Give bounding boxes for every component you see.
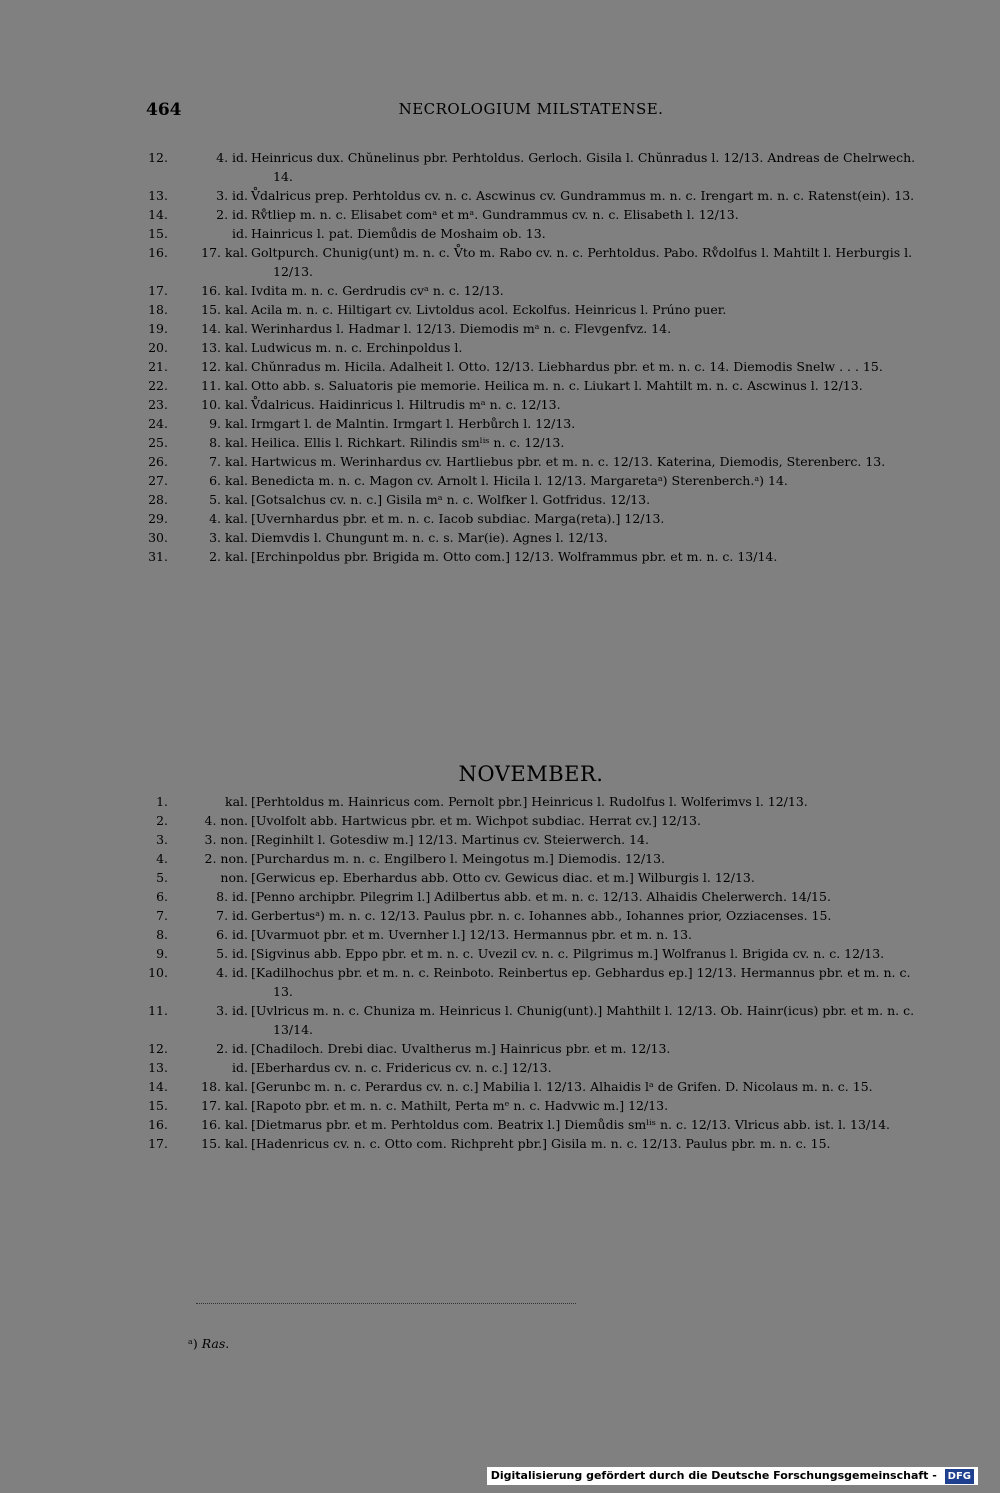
entry-text: V̊dalricus. Haidinricus l. Hiltrudis mᵃ n. c. 12/13.: [251, 397, 561, 412]
entry-day-number: 13.: [148, 1060, 168, 1075]
entry-text: Ludwicus m. n. c. Erchinpoldus l.: [251, 340, 463, 355]
footnote: [188, 1336, 229, 1351]
entry-text: [Rapoto pbr. et m. n. c. Mathilt, Perta mᵉ n. c. Hadvwic m.] 12/13.: [251, 1098, 669, 1113]
entry-row: [146, 319, 916, 338]
entry-roman-date: id.: [232, 226, 248, 241]
entry-text: Otto abb. s. Saluatoris pie memorie. Heilica m. n. c. Liukart l. Mahtilt m. n. c. Ascwinus l. 12/13.: [251, 378, 863, 393]
entry-row: [146, 1134, 916, 1153]
entry-day-number: 27.: [148, 473, 168, 488]
entry-row: [146, 338, 916, 357]
entry-day-number: 4.: [156, 851, 168, 866]
entry-row: [146, 944, 916, 963]
entry-roman-date: 12. kal.: [201, 359, 248, 374]
entry-roman-date: kal.: [225, 794, 248, 809]
entry-day-number: 16.: [148, 1117, 168, 1132]
entry-roman-date: 17. kal.: [201, 245, 248, 260]
entry-row: [146, 395, 916, 414]
footnote-separator: [196, 1303, 576, 1305]
entry-roman-date: 5. id.: [216, 946, 248, 961]
entry-day-number: 29.: [148, 511, 168, 526]
entry-day-number: 25.: [148, 435, 168, 450]
entry-row: [146, 243, 916, 281]
entry-text: Acila m. n. c. Hiltigart cv. Livtoldus acol. Eckolfus. Heinricus l. Prúno puer.: [251, 302, 727, 317]
entry-roman-date: 15. kal.: [201, 1136, 248, 1151]
entry-roman-date: 4. id.: [216, 965, 248, 980]
entry-text: [Purchardus m. n. c. Engilbero l. Meingotus m.] Diemodis. 12/13.: [251, 851, 666, 866]
entry-row: [146, 868, 916, 887]
entry-text: V̊dalricus prep. Perhtoldus cv. n. c. Ascwinus cv. Gundrammus m. n. c. Irengart m. n. c. Ratenst(ein). 13.: [251, 188, 915, 203]
entry-text: Diemvdis l. Chungunt m. n. c. s. Mar(ie). Agnes l. 12/13.: [251, 530, 608, 545]
entry-day-number: 2.: [156, 813, 168, 828]
entry-row: [146, 281, 916, 300]
entry-row: [146, 1077, 916, 1096]
entry-roman-date: 2. kal.: [209, 549, 248, 564]
entry-text: Hainricus l. pat. Diemůdis de Moshaim ob. 13.: [251, 226, 546, 241]
entry-day-number: 28.: [148, 492, 168, 507]
entry-roman-date: 8. id.: [216, 889, 248, 904]
entry-row: [146, 414, 916, 433]
entry-roman-date: 13. kal.: [201, 340, 248, 355]
entry-text: Hartwicus m. Werinhardus cv. Hartliebus pbr. et m. n. c. 12/13. Katerina, Diemodis, Sterenberc. 13.: [251, 454, 886, 469]
entry-day-number: 13.: [148, 188, 168, 203]
entry-row: [146, 357, 916, 376]
footnote-marker: ᵃ): [188, 1336, 198, 1351]
page-header: [146, 100, 916, 128]
entry-roman-date: 2. non.: [204, 851, 248, 866]
entry-roman-date: non.: [220, 870, 248, 885]
entry-row: [146, 490, 916, 509]
entry-row: [146, 1096, 916, 1115]
entry-text: [Gerunbc m. n. c. Perardus cv. n. c.] Mabilia l. 12/13. Alhaidis lᵃ de Grifen. D. Nicolaus m. n. c. 15.: [251, 1079, 873, 1094]
entry-day-number: 14.: [148, 207, 168, 222]
entry-roman-date: 2. id.: [216, 207, 248, 222]
entry-roman-date: 4. id.: [216, 150, 248, 165]
entry-roman-date: 4. kal.: [209, 511, 248, 526]
entry-row: [146, 509, 916, 528]
footnote-text: Ras.: [201, 1336, 230, 1351]
entry-roman-date: 3. non.: [204, 832, 248, 847]
entry-roman-date: 6. id.: [216, 927, 248, 942]
entry-text: [Uvlricus m. n. c. Chuniza m. Heinricus l. Chunig(unt).] Mahthilt l. 12/13. Ob. Hainr(icus) pbr. et m. n. c. 13/14.: [251, 1003, 915, 1037]
entry-roman-date: 18. kal.: [201, 1079, 248, 1094]
entry-row: [146, 1058, 916, 1077]
entry-row: [146, 1039, 916, 1058]
entry-day-number: 9.: [156, 946, 168, 961]
entry-day-number: 1.: [156, 794, 168, 809]
entry-day-number: 3.: [156, 832, 168, 847]
entry-day-number: 30.: [148, 530, 168, 545]
entry-text: Rv̊tliep m. n. c. Elisabet comᵃ et mᵃ. Gundrammus cv. n. c. Elisabeth l. 12/13.: [251, 207, 739, 222]
entry-roman-date: 3. kal.: [209, 530, 248, 545]
entry-text: [Gotsalchus cv. n. c.] Gisila mᵃ n. c. Wolfker l. Gotfridus. 12/13.: [251, 492, 651, 507]
entry-text: [Perhtoldus m. Hainricus com. Pernolt pbr.] Heinricus l. Rudolfus l. Wolferimvs l. 12/13.: [251, 794, 808, 809]
entry-text: [Uvolfolt abb. Hartwicus pbr. et m. Wichpot subdiac. Herrat cv.] 12/13.: [251, 813, 701, 828]
entry-row: [146, 547, 916, 566]
entry-text: [Sigvinus abb. Eppo pbr. et m. n. c. Uvezil cv. n. c. Pilgrimus m.] Wolfranus l. Brigida cv. n. c. 12/13.: [251, 946, 885, 961]
entry-row: [146, 925, 916, 944]
november-entries: [146, 792, 916, 1153]
entry-roman-date: 15. kal.: [201, 302, 248, 317]
entry-roman-date: 9. kal.: [209, 416, 248, 431]
entry-day-number: 17.: [148, 283, 168, 298]
entry-row: [146, 830, 916, 849]
entry-row: [146, 376, 916, 395]
entry-roman-date: 8. kal.: [209, 435, 248, 450]
entry-text: Chŭnradus m. Hicila. Adalheit l. Otto. 12/13. Liebhardus pbr. et m. n. c. 14. Diemodis Snelw . . . 15.: [251, 359, 883, 374]
entry-day-number: 11.: [148, 1003, 168, 1018]
entry-text: [Reginhilt l. Gotesdiw m.] 12/13. Martinus cv. Steierwerch. 14.: [251, 832, 649, 847]
entry-row: [146, 1001, 916, 1039]
entry-day-number: 20.: [148, 340, 168, 355]
entry-row: [146, 811, 916, 830]
entry-roman-date: 4. non.: [204, 813, 248, 828]
entry-text: Werinhardus l. Hadmar l. 12/13. Diemodis mᵃ n. c. Flevgenfvz. 14.: [251, 321, 672, 336]
entry-day-number: 24.: [148, 416, 168, 431]
entry-text: Benedicta m. n. c. Magon cv. Arnolt l. Hicila l. 12/13. Margaretaᵃ) Sterenberch.ᵃ) 14.: [251, 473, 788, 488]
entry-roman-date: 5. kal.: [209, 492, 248, 507]
entry-row: [146, 300, 916, 319]
entry-text: [Penno archipbr. Pilegrim l.] Adilbertus abb. et m. n. c. 12/13. Alhaidis Chelerwerch. 14/15.: [251, 889, 831, 904]
entry-row: [146, 887, 916, 906]
entry-text: Heilica. Ellis l. Richkart. Rilindis smˡⁱˢ n. c. 12/13.: [251, 435, 565, 450]
entry-roman-date: 17. kal.: [201, 1098, 248, 1113]
page-number: 464: [146, 100, 182, 120]
entry-roman-date: 14. kal.: [201, 321, 248, 336]
entry-text: [Erchinpoldus pbr. Brigida m. Otto com.] 12/13. Wolframmus pbr. et m. n. c. 13/14.: [251, 549, 778, 564]
entry-day-number: 12.: [148, 1041, 168, 1056]
entry-text: [Gerwicus ep. Eberhardus abb. Otto cv. Gewicus diac. et m.] Wilburgis l. 12/13.: [251, 870, 755, 885]
entry-text: [Hadenricus cv. n. c. Otto com. Richpreht pbr.] Gisila m. n. c. 12/13. Paulus pbr. m. n. c. 15.: [251, 1136, 831, 1151]
entry-day-number: 16.: [148, 245, 168, 260]
entry-row: [146, 963, 916, 1001]
entry-text: [Uvarmuot pbr. et m. Uvernher l.] 12/13. Hermannus pbr. et m. n. 13.: [251, 927, 693, 942]
running-head: NECROLOGIUM MILSTATENSE.: [398, 100, 664, 118]
entry-row: [146, 452, 916, 471]
entry-roman-date: 16. kal.: [201, 283, 248, 298]
entry-text: Goltpurch. Chunig(unt) m. n. c. V̊to m. Rabo cv. n. c. Perhtoldus. Pabo. Rv̊dolfus l. Mahtilt l. Herburgis l. 12/13.: [251, 245, 913, 279]
entry-day-number: 17.: [148, 1136, 168, 1151]
entry-text: [Kadilhochus pbr. et m. n. c. Reinboto. Reinbertus ep. Gebhardus ep.] 12/13. Hermannus pbr. et m. n. c. 13.: [251, 965, 911, 999]
entry-text: Gerbertusᵃ) m. n. c. 12/13. Paulus pbr. n. c. Iohannes abb., Iohannes prior, Ozziacenses. 15.: [251, 908, 832, 923]
entry-text: Heinricus dux. Chŭnelinus pbr. Perhtoldus. Gerloch. Gisila l. Chŭnradus l. 12/13. Andreas de Chelrwech. 14.: [251, 150, 916, 184]
entry-day-number: 21.: [148, 359, 168, 374]
entry-row: [146, 148, 916, 186]
entry-day-number: 18.: [148, 302, 168, 317]
entry-row: [146, 906, 916, 925]
entry-day-number: 8.: [156, 927, 168, 942]
entry-row: [146, 205, 916, 224]
entry-roman-date: id.: [232, 1060, 248, 1075]
entry-day-number: 15.: [148, 1098, 168, 1113]
entry-row: [146, 186, 916, 205]
entry-day-number: 23.: [148, 397, 168, 412]
entry-day-number: 31.: [148, 549, 168, 564]
entry-text: Ivdita m. n. c. Gerdrudis cvᵃ n. c. 12/13.: [251, 283, 504, 298]
entry-text: [Dietmarus pbr. et m. Perhtoldus com. Beatrix l.] Diemůdis smˡⁱˢ n. c. 12/13. Vlricus abb. ist. l. 13/14.: [251, 1117, 891, 1132]
entry-roman-date: 16. kal.: [201, 1117, 248, 1132]
entry-row: [146, 1115, 916, 1134]
entry-day-number: 5.: [156, 870, 168, 885]
october-entries: [146, 148, 916, 566]
entry-roman-date: 7. kal.: [209, 454, 248, 469]
entry-roman-date: 7. id.: [216, 908, 248, 923]
entry-roman-date: 11. kal.: [201, 378, 248, 393]
entry-day-number: 12.: [148, 150, 168, 165]
entry-day-number: 10.: [148, 965, 168, 980]
entry-day-number: 22.: [148, 378, 168, 393]
entry-row: [146, 792, 916, 811]
entry-day-number: 19.: [148, 321, 168, 336]
entry-roman-date: 3. id.: [216, 188, 248, 203]
dfg-logo: DFG: [945, 1469, 974, 1484]
entry-row: [146, 528, 916, 547]
entry-row: [146, 471, 916, 490]
section-title-november: NOVEMBER.: [458, 762, 604, 786]
entry-day-number: 26.: [148, 454, 168, 469]
entry-day-number: 7.: [156, 908, 168, 923]
entry-roman-date: 6. kal.: [209, 473, 248, 488]
entry-day-number: 14.: [148, 1079, 168, 1094]
entry-roman-date: 3. id.: [216, 1003, 248, 1018]
entry-day-number: 6.: [156, 889, 168, 904]
entry-row: [146, 849, 916, 868]
entry-text: [Chadiloch. Drebi diac. Uvaltherus m.] Hainricus pbr. et m. 12/13.: [251, 1041, 671, 1056]
entry-text: Irmgart l. de Malntin. Irmgart l. Herbůrch l. 12/13.: [251, 416, 576, 431]
dfg-funding-banner[interactable]: [487, 1467, 978, 1485]
entry-row: [146, 224, 916, 243]
dfg-funding-text: Digitalisierung gefördert durch die Deutsche Forschungsgemeinschaft -: [490, 1469, 937, 1482]
entry-day-number: 15.: [148, 226, 168, 241]
entry-roman-date: 2. id.: [216, 1041, 248, 1056]
entry-roman-date: 10. kal.: [201, 397, 248, 412]
entry-text: [Eberhardus cv. n. c. Fridericus cv. n. c.] 12/13.: [251, 1060, 552, 1075]
entry-text: [Uvernhardus pbr. et m. n. c. Iacob subdiac. Marga(reta).] 12/13.: [251, 511, 665, 526]
entry-row: [146, 433, 916, 452]
